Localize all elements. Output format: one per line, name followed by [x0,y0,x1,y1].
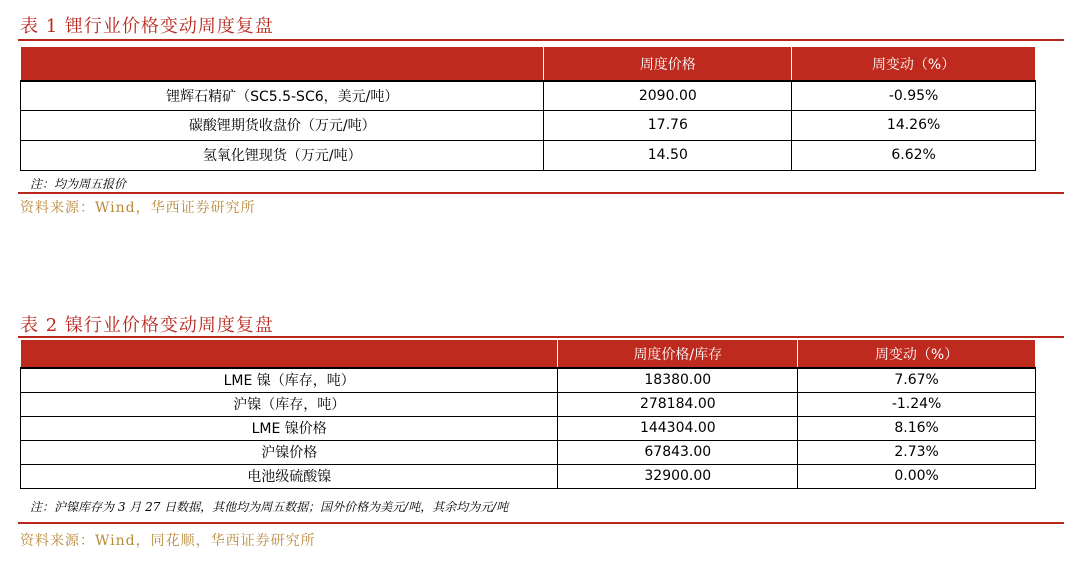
row-label: LME 镍价格 [21,416,558,440]
row-change: 14.26% [792,110,1036,140]
row-label: LME 镍（库存，吨） [21,368,558,392]
table1-header-change: 周变动（%） [792,47,1036,81]
row-label: 锂辉石精矿（SC5.5-SC6，美元/吨） [21,81,544,110]
row-change: -1.24% [798,392,1036,416]
table1-note: 注：均为周五报价 [30,177,127,191]
table1-header-name [21,47,544,81]
table2-note: 注：沪镍库存为 3 月 27 日数据，其他均为周五数据；国外价格为美元/吨，其余均为元/吨 [30,500,509,514]
table1 [20,47,1036,171]
row-label: 沪镍价格 [21,440,558,464]
table-row [21,416,1036,440]
table-row [21,140,1036,170]
row-label: 碳酸锂期货收盘价（万元/吨） [21,110,544,140]
table-row [21,81,1036,110]
table2-title-rule [18,336,1064,338]
table1-title: 表 1 锂行业价格变动周度复盘 [20,16,274,37]
table1-note-rule [18,192,1064,194]
row-value: 14.50 [544,140,792,170]
table-row [21,110,1036,140]
row-change: 8.16% [798,416,1036,440]
table2-header-row [21,340,1036,368]
table2-header-price: 周度价格/库存 [558,340,798,368]
row-value: 2090.00 [544,81,792,110]
row-value: 144304.00 [558,416,798,440]
row-label: 沪镍（库存，吨） [21,392,558,416]
row-value: 67843.00 [558,440,798,464]
table-row [21,464,1036,488]
row-value: 17.76 [544,110,792,140]
table-row [21,440,1036,464]
row-change: 7.67% [798,368,1036,392]
table1-source: 资料来源：Wind，华西证券研究所 [20,200,256,216]
row-change: 0.00% [798,464,1036,488]
row-value: 18380.00 [558,368,798,392]
table2 [20,340,1036,489]
row-change: 2.73% [798,440,1036,464]
row-value: 278184.00 [558,392,798,416]
row-change: 6.62% [792,140,1036,170]
table-row [21,392,1036,416]
table-row [21,368,1036,392]
table2-header-name [21,340,558,368]
table1-header-row [21,47,1036,81]
table2-note-rule [18,522,1064,524]
table1-title-rule [18,39,1064,41]
row-label: 电池级硫酸镍 [21,464,558,488]
table2-source: 资料来源：Wind，同花顺，华西证券研究所 [20,533,316,549]
table2-title: 表 2 镍行业价格变动周度复盘 [20,315,274,336]
table1-header-price: 周度价格 [544,47,792,81]
table2-header-change: 周变动（%） [798,340,1036,368]
row-label: 氢氧化锂现货（万元/吨） [21,140,544,170]
row-change: -0.95% [792,81,1036,110]
row-value: 32900.00 [558,464,798,488]
